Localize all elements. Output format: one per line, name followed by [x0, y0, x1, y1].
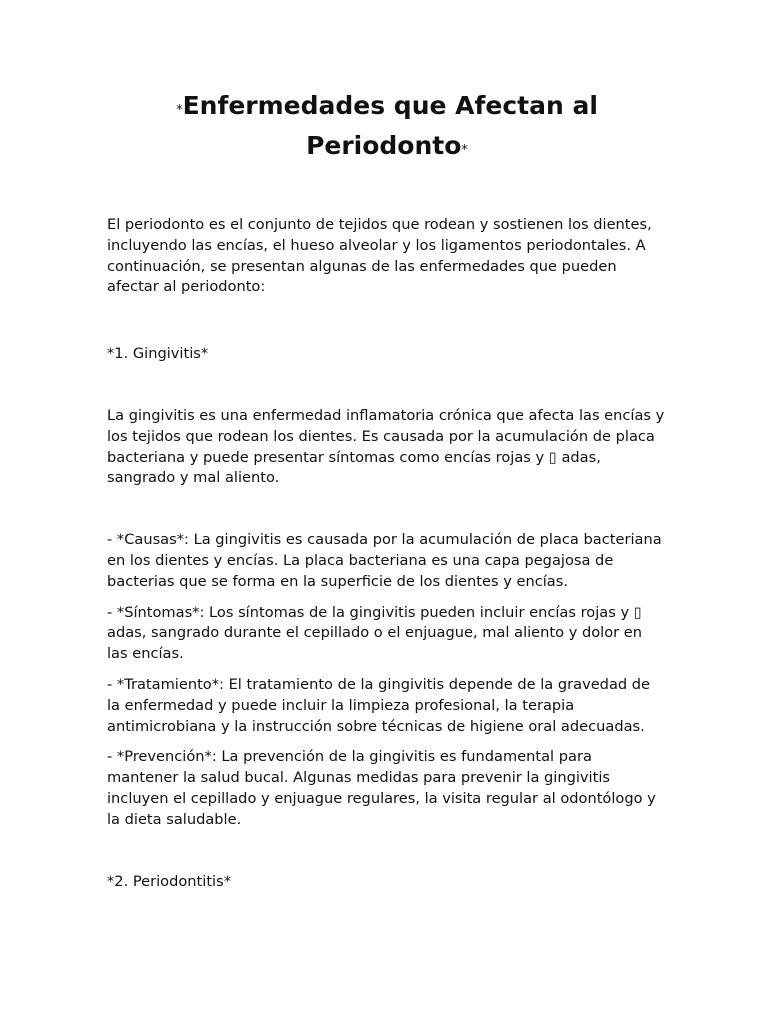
gingivitis-paragraph: La gingivitis es una enfermedad inflamatoria crónica que afecta las encías y los tejidos que rodean los dientes. Es causada por la acumulación de placa bacteriana y puede presentar síntomas como encías rojas y ▯ adas, sangrado y mal aliento. [107, 406, 665, 487]
title-line-2: Periodonto [306, 131, 462, 160]
title-star-left: * [176, 103, 183, 118]
section-heading-gingivitis: *1. Gingivitis* [107, 345, 209, 363]
bullet-prevencion: - *Prevención*: La prevención de la gingivitis es fundamental para mantener la salud bucal. Algunas medidas para prevenir la gingivitis incluyen el cepillado y enjuague regulares, la visita regular al odontólogo y la dieta saludable. [107, 748, 656, 828]
document-page [107, 88, 667, 892]
spacer [107, 489, 667, 530]
spacer [107, 298, 667, 344]
title-star-right: * [461, 143, 468, 158]
title-spacer [107, 168, 667, 215]
bullet-tratamiento: - *Tratamiento*: El tratamiento de la gingivitis depende de la gravedad de la enfermedad y puede incluir la limpieza profesional, la terapia antimicrobiana y la instrucción sobre técnicas de higiene oral adecuadas. [107, 675, 651, 735]
spacer [107, 831, 667, 872]
intro-paragraph: El periodonto es el conjunto de tejidos que rodean y sostienen los dientes, incluyendo las encías, el hueso alveolar y los ligamentos periodontales. A continuación, se presentan algunas de las enfermedades que pueden afectar al periodonto: [107, 216, 652, 296]
spacer [107, 665, 667, 675]
title-line-1: Enfermedades que Afectan al [182, 91, 598, 120]
section-heading-periodontitis: *2. Periodontitis* [107, 872, 231, 890]
spacer [107, 593, 667, 603]
spacer [107, 365, 667, 406]
page-title [107, 88, 667, 168]
bullet-causas: - *Causas*: La gingivitis es causada por la acumulación de placa bacteriana en los dientes y encías. La placa bacteriana es una capa pegajosa de bacterias que se forma en la superficie de los dientes y encías. [107, 531, 662, 590]
spacer [107, 737, 667, 747]
bullet-sintomas: - *Síntomas*: Los síntomas de la gingivitis pueden incluir encías rojas y ▯ adas, sangrado durante el cepillado o el enjuague, mal aliento y dolor en las encías. [107, 603, 643, 663]
